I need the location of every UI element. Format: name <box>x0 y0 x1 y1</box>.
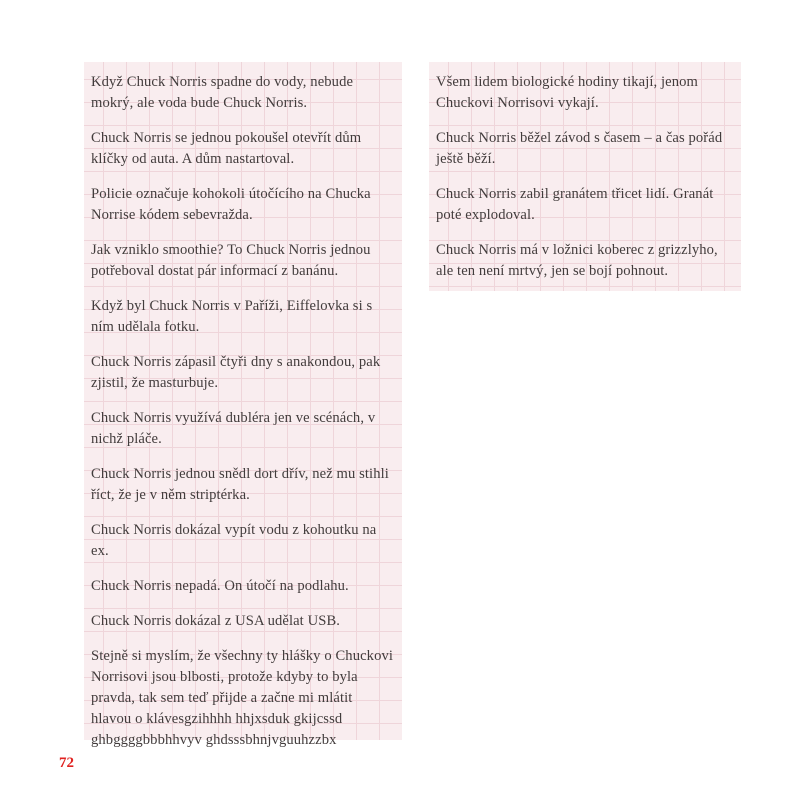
joke-paragraph: Když byl Chuck Norris v Paříži, Eiffelovka si s ním udělala fotku. <box>91 298 373 335</box>
joke-paragraph: Když Chuck Norris spadne do vody, nebude mokrý, ale voda bude Chuck Norris. <box>91 74 354 111</box>
joke-paragraph: Chuck Norris má v ložnici koberec z grizzlyho, ale ten není mrtvý, jen se bojí pohnout. <box>436 242 718 279</box>
joke-paragraph: Chuck Norris zabil granátem třicet lidí. Granát poté explodoval. <box>436 186 714 223</box>
joke-paragraph: Chuck Norris využívá dubléra jen ve scénách, v nichž pláče. <box>91 410 376 447</box>
joke-paragraph: Chuck Norris jednou snědl dort dřív, než mu stihli říct, že je v něm striptérka. <box>91 466 389 503</box>
joke-paragraph: Chuck Norris zápasil čtyři dny s anakondou, pak zjistil, že masturbuje. <box>91 354 381 391</box>
page-number: 72 <box>59 755 74 771</box>
joke-paragraph: Chuck Norris nepadá. On útočí na podlahu. <box>91 578 349 594</box>
joke-paragraph: Chuck Norris se jednou pokoušel otevřít dům klíčky od auta. A dům nastartoval. <box>91 130 362 167</box>
joke-panel-right <box>429 62 741 291</box>
joke-panel-left <box>84 62 402 748</box>
joke-paragraph: Jak vzniklo smoothie? To Chuck Norris jednou potřeboval dostat pár informací z banánu. <box>91 242 371 279</box>
joke-paragraph: Chuck Norris dokázal z USA udělat USB. <box>91 613 341 629</box>
joke-paragraph: Policie označuje kohokoli útočícího na Chucka Norrise kódem sebevražda. <box>91 186 371 223</box>
joke-paragraph: Stejně si myslím, že všechny ty hlášky o Chuckovi Norrisovi jsou blbosti, protože kdyby to byla pravda, tak sem teď přijde a začne mi mlátit hlavou o klávesgzihhhh hhjxsduk gkijcssd ghbggggbbbhhvyv ghdsssbhnjvguuhzzbx <box>91 648 394 748</box>
joke-paragraph: Všem lidem biologické hodiny tikají, jenom Chuckovi Norrisovi vykají. <box>436 74 698 111</box>
joke-paragraph: Chuck Norris dokázal vypít vodu z kohoutku na ex. <box>91 522 377 559</box>
joke-paragraph: Chuck Norris běžel závod s časem – a čas pořád ještě běží. <box>436 130 723 167</box>
